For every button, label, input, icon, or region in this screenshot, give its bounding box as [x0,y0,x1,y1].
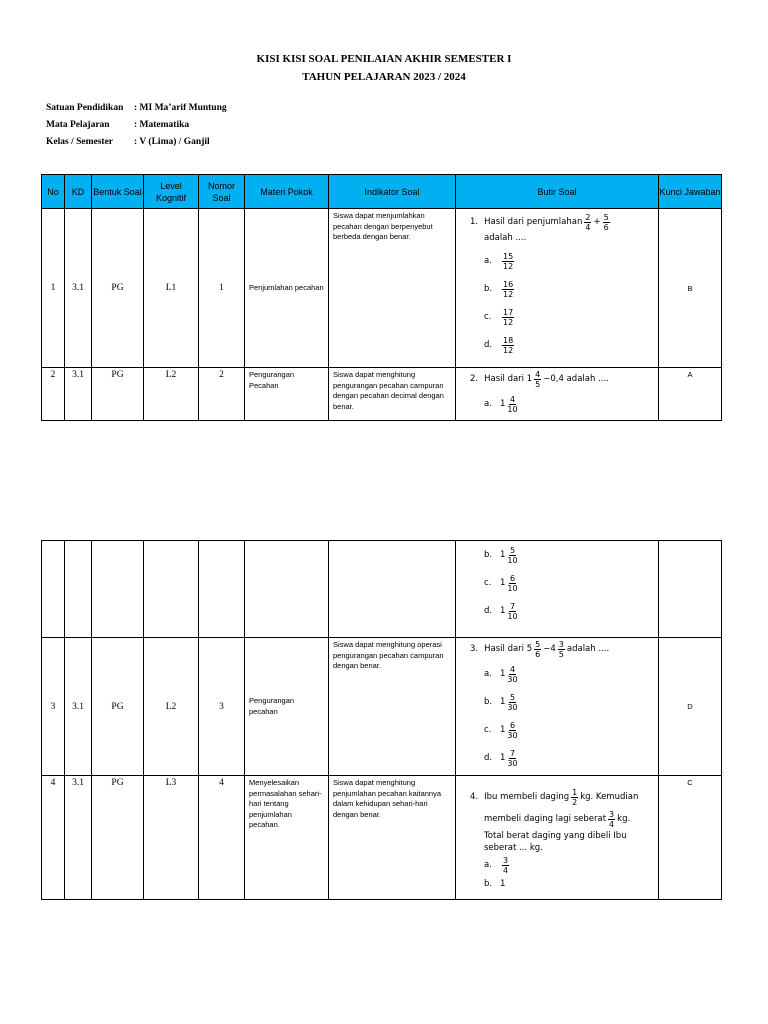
cell-empty [144,541,199,638]
option-a: a. $\frac{3}{4}$ [484,855,509,875]
meta-value-satuan: : MI Ma’arif Muntung [134,103,227,113]
meta-label-mapel: Mata Pelajaran [46,120,110,130]
meta-value-kelas: : V (Lima) / Ganjil [134,137,210,147]
fraction: $\frac{3}{5}$ [558,639,564,659]
option-b: b. 1 $\frac{5}{10}$ [484,545,518,565]
option-b: b. $\frac{16}{12}$ [484,279,514,299]
cell-butir-soal [456,209,659,368]
question-stem [470,638,654,660]
fraction: $\frac{5}{6}$ [535,639,541,659]
option-d: d. 1 $\frac{7}{30}$ [484,748,518,768]
cell-level: L2 [144,638,199,776]
option-a: a. $\frac{15}{12}$ [484,251,514,271]
cell-indikator: Siswa dapat menjumlahkan pecahan dengan berpenyebut berbeda dengan benar. [329,209,456,368]
table-row [42,776,722,900]
fraction: $\frac{2}{4}$ [585,212,591,232]
cell-nomor: 2 [199,368,245,421]
cell-kunci: D [659,638,722,776]
fraction: $\frac{4}{5}$ [535,369,541,389]
cell-empty [65,541,92,638]
table-header-row [42,175,722,209]
col-header-indikator: Indikator Soal [329,175,456,209]
question-number: 4. [470,792,479,802]
kisi-table-page-2 [41,540,722,900]
option-a: a. 1 $\frac{4}{10}$ [484,394,518,414]
cell-butir-soal [456,368,659,421]
meta-label-satuan: Satuan Pendidikan [46,103,124,113]
fraction: $\frac{3}{4}$ [609,809,615,829]
cell-nomor: 1 [199,209,245,368]
kisi-table-page-1 [41,174,722,421]
cell-empty [92,541,144,638]
cell-bentuk: PG [92,776,144,900]
question-text-tail: −0,4 adalah .... [543,374,609,384]
option-b: b. 1 [484,879,506,889]
cell-empty [659,541,722,638]
option-b: b. 1 $\frac{5}{30}$ [484,692,518,712]
meta-value-mapel: : Matematika [134,120,190,130]
question-text: kg. [617,814,631,824]
question-number: 1. [470,217,479,227]
cell-nomor: 4 [199,776,245,900]
question-text-tail: adalah .... [566,644,610,654]
question-stem [470,786,654,808]
option-d: d. 1 $\frac{7}{10}$ [484,601,518,621]
cell-indikator: Siswa dapat menghitung operasi pengurangan pecahan campuran dengan benar. [329,638,456,776]
cell-no: 4 [42,776,65,900]
col-header-no: No [42,175,65,209]
cell-level: L2 [144,368,199,421]
cell-kd: 3.1 [65,368,92,421]
cell-kd: 3.1 [65,638,92,776]
table-row-continued [42,541,722,638]
cell-empty [42,541,65,638]
cell-bentuk: PG [92,209,144,368]
cell-butir-soal [456,541,659,638]
cell-kunci: A [659,368,722,421]
table-row [42,209,722,368]
document-subtitle: TAHUN PELAJARAN 2023 / 2024 [302,71,466,83]
cell-no: 3 [42,638,65,776]
cell-kunci: C [659,776,722,900]
col-header-materi: Materi Pokok [245,175,329,209]
cell-empty [199,541,245,638]
table-row [42,638,722,776]
option-a: a. 1 $\frac{4}{30}$ [484,664,518,684]
cell-empty [329,541,456,638]
question-number: 3. [470,644,479,654]
question-text: Hasil dari penjumlahan [484,217,583,227]
option-d: d. $\frac{18}{12}$ [484,335,514,355]
col-header-kunci: Kunci Jawaban [659,175,722,209]
cell-no: 1 [42,209,65,368]
question-text: Hasil dari 5 [484,644,533,654]
operator: −4 [543,644,556,654]
cell-bentuk: PG [92,368,144,421]
question-stem [470,368,654,390]
cell-nomor: 3 [199,638,245,776]
col-header-bentuk: Bentuk Soal [92,175,144,209]
col-header-butir: Butir Soal [456,175,659,209]
question-line-3: Total berat daging yang dibeli Ibu seberat ... kg. [484,831,627,853]
cell-empty [245,541,329,638]
cell-indikator: Siswa dapat menghitung penjumlahan pecahan kaitannya dalam kehidupan sehari-hari dengan benar. [329,776,456,900]
cell-indikator: Siswa dapat menghitung pengurangan pecahan campuran dengan pecahan decimal dengan benar. [329,368,456,421]
cell-kunci: B [659,209,722,368]
option-c: c. 1 $\frac{6}{10}$ [484,573,518,593]
col-header-level: Level Kognitif [144,175,199,209]
question-text: Hasil dari 1 [484,374,533,384]
cell-level: L3 [144,776,199,900]
cell-materi: Pengurangan Pecahan [245,368,329,421]
cell-materi: Menyelesaikan permasalahan sehari-hari tentang penjumlahan pecahan. [245,776,329,900]
question-text-cont: adalah .... [484,233,527,243]
col-header-nomor: Nomor Soal [199,175,245,209]
cell-kd: 3.1 [65,209,92,368]
document-title: KISI KISI SOAL PENILAIAN AKHIR SEMESTER I [256,53,512,65]
meta-label-kelas: Kelas / Semester [46,137,114,147]
option-c: c. $\frac{17}{12}$ [484,307,514,327]
cell-butir-soal [456,638,659,776]
table-row [42,368,722,421]
question-text: Ibu membeli daging [484,792,570,802]
cell-butir-soal [456,776,659,900]
question-text: kg. Kemudian [580,792,639,802]
cell-materi: Penjumlahan pecahan [245,209,329,368]
question-number: 2. [470,374,479,384]
col-header-kd: KD [65,175,92,209]
question-line-2 [484,808,654,830]
cell-no: 2 [42,368,65,421]
operator: + [593,217,601,227]
fraction: $\frac{1}{2}$ [572,787,578,807]
cell-materi: Pengurangan pecahan [245,638,329,776]
cell-bentuk: PG [92,638,144,776]
option-c: c. 1 $\frac{6}{30}$ [484,720,518,740]
question-stem [470,211,654,233]
cell-kd: 3.1 [65,776,92,900]
question-text: membeli daging lagi seberat [484,814,607,824]
fraction: $\frac{5}{6}$ [603,212,609,232]
cell-level: L1 [144,209,199,368]
document-meta [46,103,227,154]
